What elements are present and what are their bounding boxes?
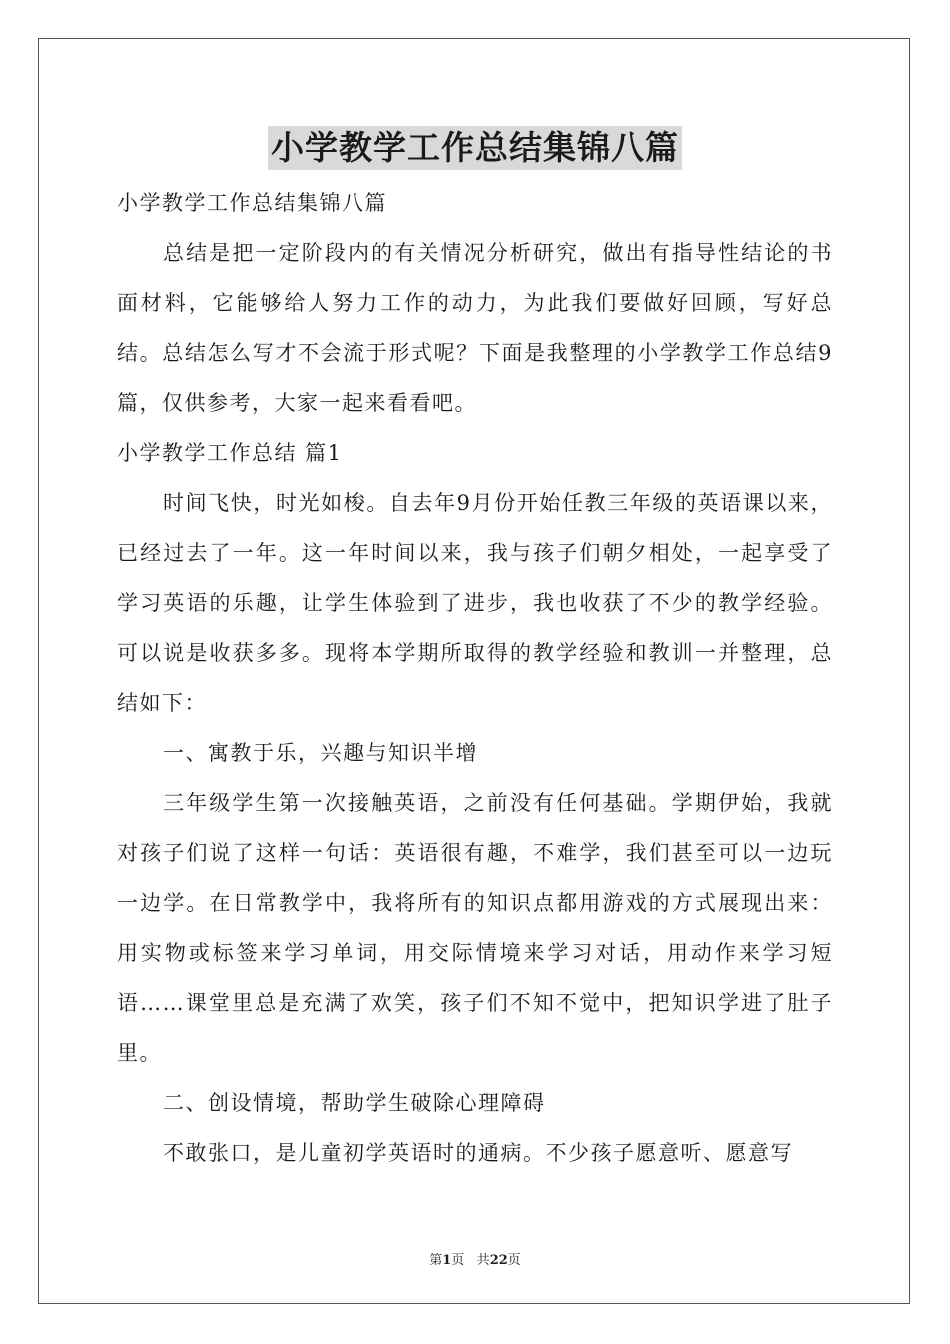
title-container [0, 126, 950, 170]
page-prefix: 第 [429, 1253, 443, 1268]
page-footer [0, 1249, 950, 1268]
subsection-heading: 一、寓教于乐，兴趣与知识半增 [163, 741, 478, 765]
document-title: 小学教学工作总结集锦八篇 [268, 126, 682, 170]
body-paragraph: 三年级学生第一次接触英语，之前没有任何基础。学期伊始，我就对孩子们说了这样一句话：英语很有趣，不难学，我们甚至可以一边玩一边学。在日常教学中，我将所有的知识点都用游戏的方式展现出来：用实物或标签来学习单词，用交际情境来学习对话，用动作来学习短语……课堂里总是充满了欢笑，孩子们不知不觉中，把知识学进了肚子里。 [117, 791, 833, 1065]
subtitle-heading: 小学教学工作总结集锦八篇 [117, 191, 387, 215]
page-number: 1 [442, 1253, 452, 1268]
total-prefix: 共 [476, 1253, 490, 1268]
intro-paragraph: 总结是把一定阶段内的有关情况分析研究，做出有指导性结论的书面材料，它能够给人努力工作的动力，为此我们要做好回顾，写好总结。总结怎么写才不会流于形式呢？下面是我整理的小学教学工作总结9篇，仅供参考，大家一起来看看吧。 [117, 241, 833, 415]
total-suffix: 页 [507, 1253, 521, 1268]
total-pages: 22 [489, 1253, 508, 1268]
page-suffix: 页 [451, 1253, 465, 1268]
body-paragraph: 时间飞快，时光如梭。自去年9月份开始任教三年级的英语课以来，已经过去了一年。这一年时间以来，我与孩子们朝夕相处，一起享受了学习英语的乐趣，让学生体验到了进步，我也收获了不少的教学经验。可以说是收获多多。现将本学期所取得的教学经验和教训一并整理，总结如下： [117, 491, 833, 715]
body-paragraph: 不敢张口，是儿童初学英语时的通病。不少孩子愿意听、愿意写 [163, 1141, 793, 1165]
document-body [117, 178, 833, 1178]
section-heading: 小学教学工作总结 篇1 [117, 441, 343, 465]
subsection-heading: 二、创设情境，帮助学生破除心理障碍 [163, 1091, 546, 1115]
